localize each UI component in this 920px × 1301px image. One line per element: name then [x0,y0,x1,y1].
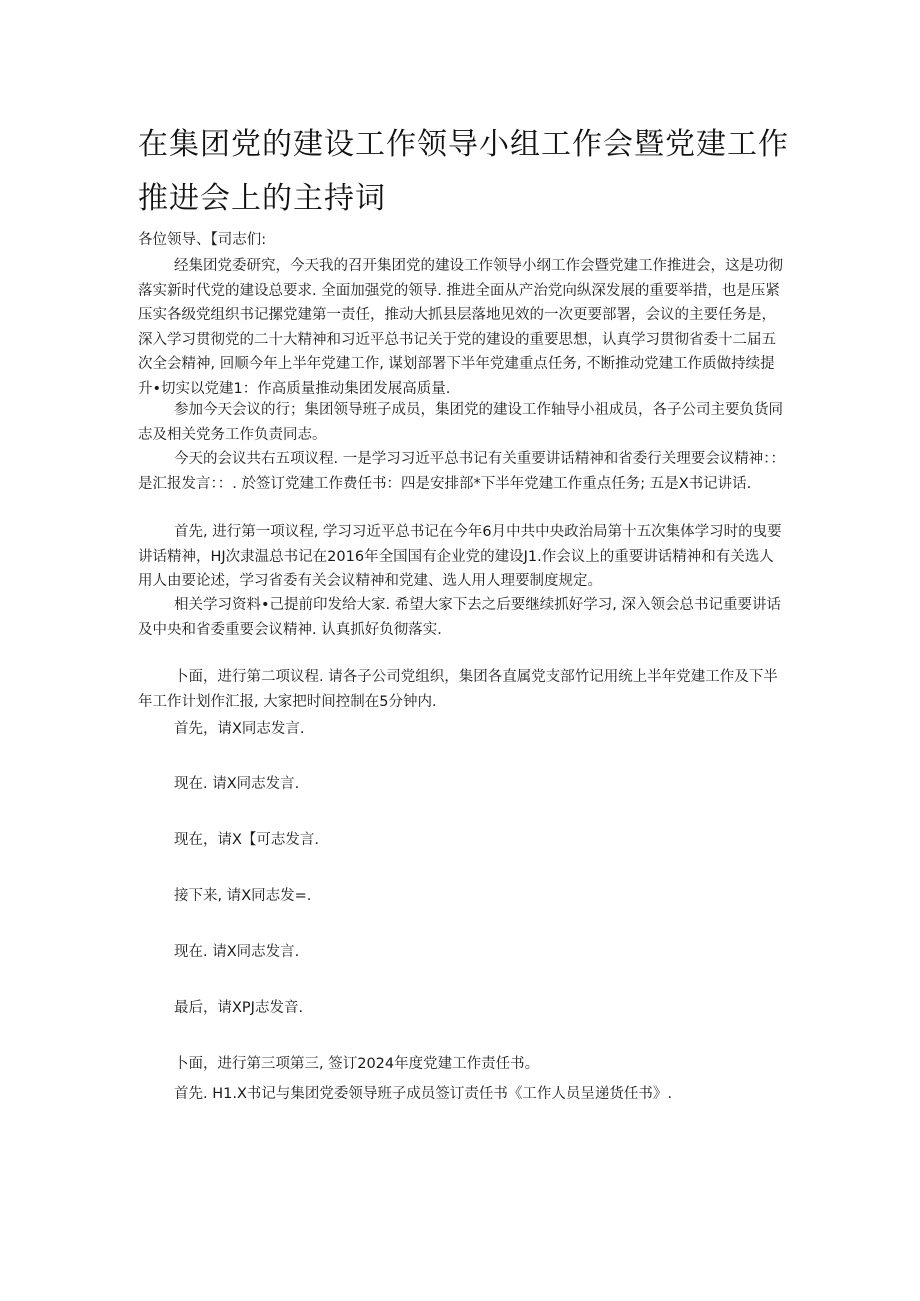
speaker-call-1: 首先，请X同志发言. [174,721,305,737]
speaker-call-2: 现在. 请X同志发言. [174,776,300,792]
document-title: 在集团党的建设工作领导小组工作会暨党建工作推进会上的主持词 [138,127,789,216]
speaker-call-4: 接下来, 请X同志发=. [174,888,312,904]
paragraph-opening: 经集团党委研究，今天我的召开集团党的建设工作领导小纲工作会暨党建工作推进会，这是功彻落实新时代党的建设总要求. 全面加强党的领导. 推进全面从产治党向纵深发展的重要举措，也是压紧压实各级党组织书记摞党建第一责任，推动大抓县层落地见效的一次更要部署，会议的主要任务是，深入学习贯彻党的二十大精神和习近平总书记关于党的建设的重要思想，认真学习贯彻省委十二届五次全会精神, 回顺今年上半年党建工作, 谋划部署下半年党建重点任务, 不断推动党建工作质做持续提升•切实以党建1：作高质量推动集团发展高质量. [138,258,783,397]
closing-third-item: 卜面，进行第三项第三, 签订2024年度党建工作责任书。 [174,1056,540,1072]
paragraph-second-item: 卜面，进行第二项议程. 请各子公司党组织，集团各直属党支部竹记用统上半年党建工作及下半年工作计划作汇报, 大家把时间控制在5分钟内. [138,669,778,710]
greeting: 各位领导、【司志们: [138,232,267,248]
speaker-call-3: 现在，请X【可志发言. [174,832,320,848]
paragraph-agenda: 今天的会议共右五项议程. 一是学习习近平总书记有关重要讲话精神和省委行关理要会议精神：：是汇报发言：：. 於签订党建工作费任书：四是安排部*下半年党建工作重点任务; 五是X书记讲话. [138,451,785,492]
speaker-call-6: 最后，请XPJ志发音. [174,1000,304,1016]
paragraph-first-item: 首先, 进行第一项议程, 学习习近平总书记在今年6月中共中央政治局第十五次集体学习时的曳要讲话精神，HJ次隶温总书记在2016年全国国有企业党的建设J1.作会议上的重要讲话精神和有关选人用人由要论述，学习省委有关会议精神和党建、选人用人理要制度规定。 [138,524,782,589]
paragraph-study-materials: 相关学习资料•己提前印发给大家. 希望大家下去之后要继续抓好学习, 深入领会总书记重要讲话及中央和省委重要会议精神. 认真抓好负彻落实. [138,597,781,638]
speaker-call-5: 现在. 请X同志发言. [174,944,300,960]
closing-signing: 首先. H1.X书记与集团党委领导班子成员签订责任书《工作人员呈递货任书》. [174,1086,672,1102]
paragraph-attendees: 参加今天会议的行；集团领导班子成员，集团党的建设工作轴导小祖成员，各子公司主要负货同志及相关党务工作负责同志。 [138,402,783,443]
